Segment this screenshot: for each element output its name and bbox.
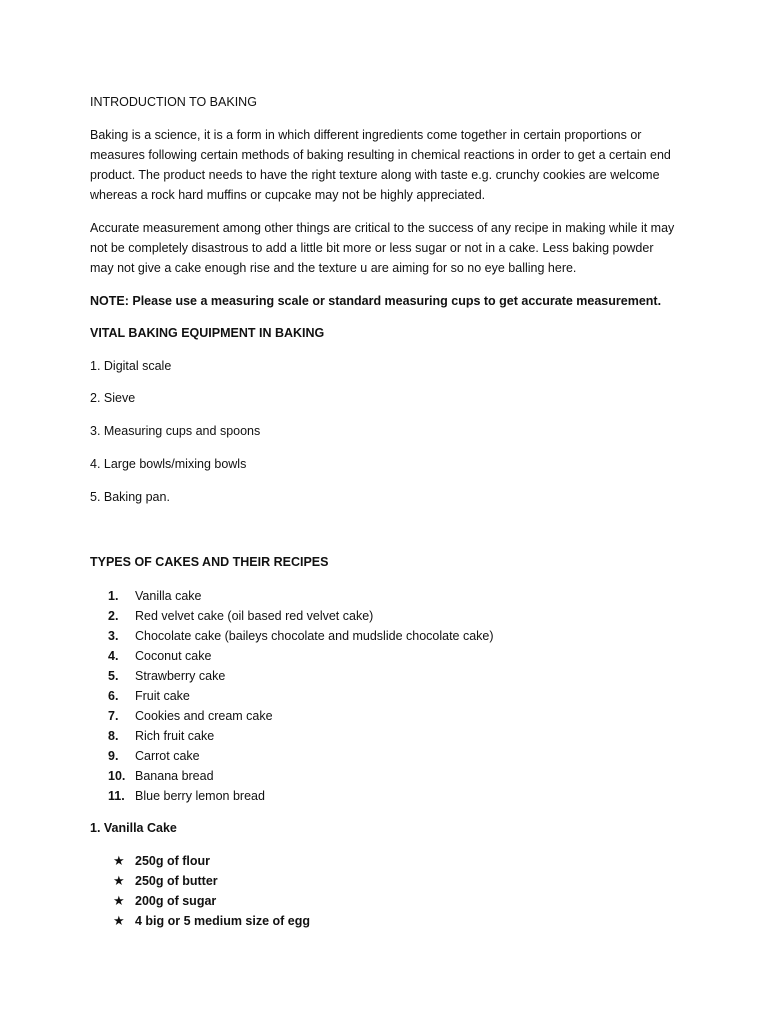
list-item [108, 586, 494, 606]
list-item [108, 786, 494, 806]
list-item [108, 746, 494, 766]
equipment-item: 5. Baking pan. [90, 490, 170, 504]
cake-name: Blue berry lemon bread [135, 789, 265, 803]
star-icon: ★ [113, 893, 125, 908]
list-item [108, 706, 494, 726]
cake-name: Rich fruit cake [135, 729, 215, 743]
list-item [108, 626, 494, 646]
ingredient-text: 200g of sugar [135, 894, 217, 908]
star-icon: ★ [113, 913, 125, 928]
list-item [108, 606, 494, 626]
cakes-heading: TYPES OF CAKES AND THEIR RECIPES [90, 555, 329, 569]
list-item [108, 851, 310, 871]
ingredient-text: 4 big or 5 medium size of egg [135, 914, 311, 928]
equipment-item: 3. Measuring cups and spoons [90, 424, 261, 438]
cake-name: Fruit cake [135, 689, 190, 703]
recipe-heading: 1. Vanilla Cake [90, 821, 177, 835]
cake-name: Chocolate cake (baileys chocolate and mudslide chocolate cake) [135, 629, 494, 643]
star-icon: ★ [113, 853, 125, 868]
list-number: 8. [108, 729, 119, 743]
list-item [108, 726, 494, 746]
ingredients-list [108, 851, 310, 931]
list-number: 3. [108, 629, 119, 643]
cake-name: Strawberry cake [135, 669, 226, 683]
cake-name: Banana bread [135, 769, 214, 783]
list-item [108, 871, 310, 891]
cake-name: Carrot cake [135, 749, 200, 763]
list-item [108, 686, 494, 706]
ingredient-text: 250g of butter [135, 874, 218, 888]
list-number: 10. [108, 769, 126, 783]
equipment-item: 4. Large bowls/mixing bowls [90, 457, 247, 471]
list-item [108, 911, 310, 931]
ingredient-text: 250g of flour [135, 854, 211, 868]
cakes-list [108, 586, 494, 806]
list-number: 11. [108, 789, 125, 803]
equipment-heading: VITAL BAKING EQUIPMENT IN BAKING [90, 326, 325, 340]
list-item [108, 766, 494, 786]
cake-name: Cookies and cream cake [135, 709, 273, 723]
measurement-paragraph: Accurate measurement among other things are critical to the success of any recipe in making while it may not be completely disastrous to add a little bit more or less sugar or not in a cake. Less baking powder may not give a cake enough rise and the texture u are aiming for so no eye balling here. [90, 221, 675, 275]
list-number: 5. [108, 669, 119, 683]
list-number: 9. [108, 749, 119, 763]
list-number: 1. [108, 589, 119, 603]
list-item [108, 666, 494, 686]
list-number: 4. [108, 649, 119, 663]
cake-name: Coconut cake [135, 649, 212, 663]
star-icon: ★ [113, 873, 125, 888]
list-item [108, 646, 494, 666]
equipment-item: 2. Sieve [90, 391, 136, 405]
cake-name: Vanilla cake [135, 589, 202, 603]
list-number: 6. [108, 689, 119, 703]
cake-name: Red velvet cake (oil based red velvet cake) [135, 609, 374, 623]
list-number: 2. [108, 609, 119, 623]
page-title: INTRODUCTION TO BAKING [90, 95, 257, 109]
equipment-item: 1. Digital scale [90, 359, 172, 373]
list-number: 7. [108, 709, 119, 723]
note-text: NOTE: Please use a measuring scale or standard measuring cups to get accurate measurement. [90, 294, 662, 308]
intro-paragraph: Baking is a science, it is a form in which different ingredients come together in certain proportions or measures following certain methods of baking resulting in chemical reactions in order to get a certain end product. The product needs to have the right texture along with taste e.g. crunchy cookies are welcome whereas a rock hard muffins or cupcake may not be highly appreciated. [90, 128, 671, 202]
list-item [108, 891, 310, 911]
